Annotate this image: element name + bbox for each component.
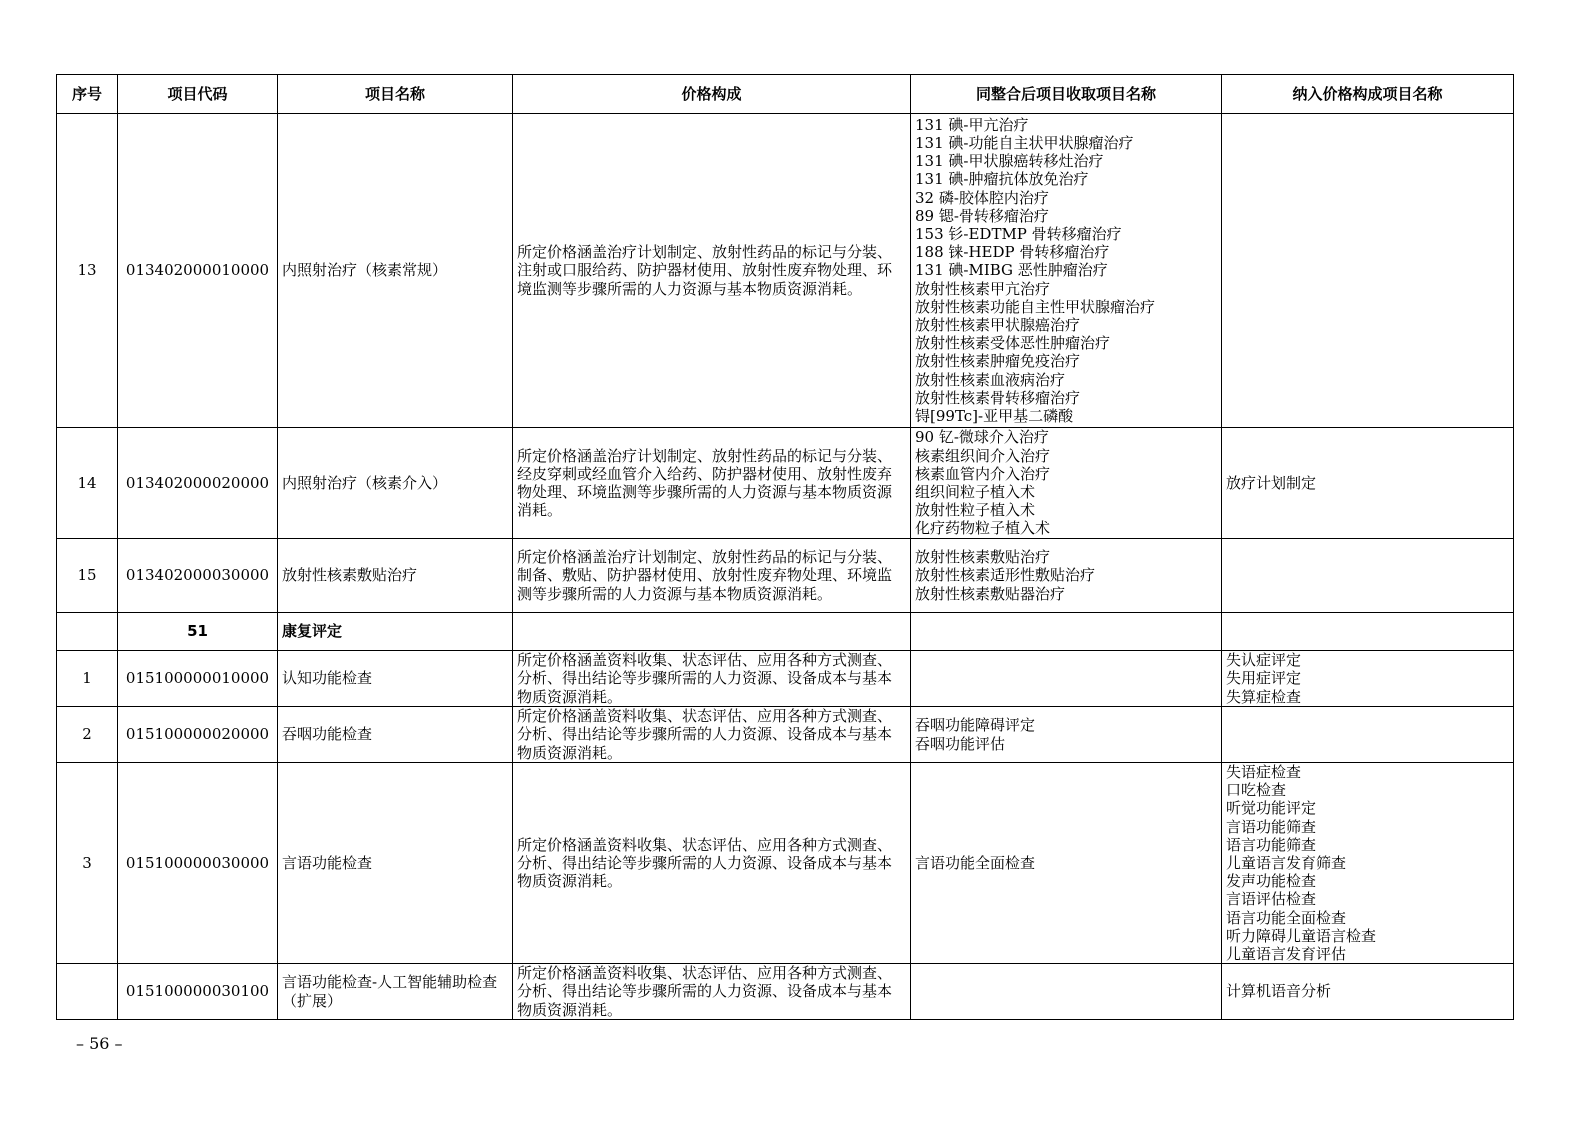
- list-item: 放射性核素肿瘤免疫治疗: [915, 352, 1081, 371]
- cell-name-text: 内照射治疗（核素常规）: [282, 261, 448, 280]
- cell-seq: [57, 964, 118, 1020]
- list-item: 吞咽功能障碍评定: [915, 716, 1036, 735]
- cell-seq: [57, 707, 118, 763]
- list-item: 言语评估检查: [1226, 890, 1317, 909]
- cell-code-text: 013402000030000: [125, 566, 270, 585]
- cell-code-text: 015100000020000: [125, 725, 270, 744]
- list-item: 言语功能全面检查: [915, 854, 1036, 873]
- cell-code: [118, 964, 278, 1020]
- cell-price-text: 所定价格涵盖治疗计划制定、放射性药品的标记与分装、制备、敷贴、防护器材使用、放射性废弃物处理、环境监测等步骤所需的人力资源与基本物质资源消耗。: [517, 548, 893, 603]
- cell-price-text: 所定价格涵盖资料收集、状态评估、应用各种方式测查、分析、得出结论等步骤所需的人力资源、设备成本与基本物质资源消耗。: [517, 835, 893, 891]
- cell-code-text: 013402000020000: [125, 473, 270, 492]
- cell-price: [513, 114, 911, 428]
- cell-price-text: 所定价格涵盖治疗计划制定、放射性药品的标记与分装、注射或口服给药、防护器材使用、放射性废弃物处理、环境监测等步骤所需的人力资源与基本物质资源消耗。: [517, 243, 893, 298]
- list-item: 放射性粒子植入术: [915, 501, 1036, 520]
- list-item: 核素组织间介入治疗: [915, 446, 1051, 465]
- cell-price: [513, 428, 911, 539]
- header-price: 价格构成: [513, 75, 911, 114]
- list-item: 儿童语言发育评估: [1226, 945, 1347, 964]
- header-code: 项目代码: [118, 75, 278, 114]
- cell-merged: [911, 613, 1222, 651]
- cell-included: [1222, 613, 1514, 651]
- cell-code-text: 013402000010000: [125, 261, 270, 280]
- cell-code-text: 015100000010000: [125, 669, 270, 688]
- list-item: 放射性核素敷贴器治疗: [915, 584, 1066, 603]
- cell-included: [1222, 964, 1514, 1020]
- cell-included: [1222, 763, 1514, 964]
- header-merged: 同整合后项目收取项目名称: [911, 75, 1222, 114]
- list-item: 放射性核素甲状腺癌治疗: [915, 316, 1081, 334]
- list-item: 听觉功能评定: [1226, 799, 1317, 818]
- cell-merged: [911, 964, 1222, 1020]
- list-item: 131 碘-肿瘤抗体放免治疗: [915, 170, 1089, 189]
- cell-included: [1222, 707, 1514, 763]
- table-row: [57, 763, 1514, 964]
- table-header-row: [57, 75, 1514, 114]
- cell-name: [278, 651, 513, 707]
- table-row: [57, 707, 1514, 763]
- list-item: 口吃检查: [1226, 781, 1287, 800]
- list-item: 语言功能全面检查: [1226, 908, 1347, 927]
- cell-name: [278, 613, 513, 651]
- list-item: 听力障碍儿童语言检查: [1226, 926, 1377, 945]
- cell-price: [513, 763, 911, 964]
- list-item: 锝[99Tc]-亚甲基二磷酸: [915, 407, 1074, 426]
- cell-name: [278, 539, 513, 613]
- list-item: 放射性核素敷贴治疗: [915, 548, 1051, 567]
- cell-code: [118, 114, 278, 428]
- list-item: 化疗药物粒子植入术: [915, 519, 1051, 538]
- cell-name-text: 吞咽功能检查: [282, 725, 373, 744]
- cell-name: [278, 428, 513, 539]
- cell-price: [513, 707, 911, 763]
- pricing-table: [56, 74, 1514, 1020]
- cell-merged: [911, 114, 1222, 428]
- table-row: [57, 428, 1514, 539]
- list-item: 放射性核素骨转移瘤治疗: [915, 388, 1081, 407]
- cell-price-text: 所定价格涵盖资料收集、状态评估、应用各种方式测查、分析、得出结论等步骤所需的人力资源、设备成本与基本物质资源消耗。: [517, 707, 893, 762]
- cell-seq: [57, 651, 118, 707]
- cell-price-text: 所定价格涵盖治疗计划制定、放射性药品的标记与分装、经皮穿刺或经血管介入给药、防护器材使用、放射性废弃物处理、环境监测等步骤所需的人力资源与基本物质资源消耗。: [517, 446, 893, 520]
- table-row: [57, 964, 1514, 1020]
- cell-included: [1222, 651, 1514, 707]
- cell-code-text: 015100000030000: [125, 854, 270, 873]
- cell-seq-text: 14: [77, 473, 97, 492]
- cell-included: [1222, 428, 1514, 539]
- table-row: [57, 651, 1514, 707]
- list-item: 儿童语言发育筛查: [1226, 854, 1347, 873]
- list-item: 90 钇-微球介入治疗: [915, 428, 1049, 447]
- cell-code: [118, 651, 278, 707]
- cell-code: [118, 707, 278, 763]
- list-item: 89 锶-骨转移瘤治疗: [915, 206, 1049, 225]
- cell-name: [278, 114, 513, 428]
- list-item: 失用症评定: [1226, 669, 1302, 688]
- cell-code: [118, 763, 278, 964]
- cell-name-text: 康复评定: [282, 622, 343, 641]
- list-item: 131 碘-甲亢治疗: [915, 115, 1029, 134]
- cell-name-text: 言语功能检查: [282, 854, 373, 873]
- list-item: 发声功能检查: [1226, 872, 1317, 891]
- header-included: 纳入价格构成项目名称: [1222, 75, 1514, 114]
- list-item: 188 铼-HEDP 骨转移瘤治疗: [915, 243, 1110, 262]
- cell-price: [513, 539, 911, 613]
- cell-included: [1222, 539, 1514, 613]
- list-item: 放射性核素适形性敷贴治疗: [915, 566, 1096, 585]
- header-name: 项目名称: [278, 75, 513, 114]
- cell-seq: [57, 428, 118, 539]
- cell-merged: [911, 763, 1222, 964]
- cell-seq-text: 3: [82, 854, 92, 873]
- list-item: 语言功能筛查: [1226, 835, 1317, 854]
- cell-seq: [57, 613, 118, 651]
- cell-code: [118, 613, 278, 651]
- list-item: 131 碘-功能自主状甲状腺瘤治疗: [915, 133, 1134, 152]
- cell-price: [513, 613, 911, 651]
- cell-included: [1222, 114, 1514, 428]
- cell-seq-text: 15: [77, 566, 97, 585]
- list-item: 计算机语音分析: [1226, 982, 1332, 1001]
- list-item: 核素血管内介入治疗: [915, 464, 1051, 483]
- list-item: 放疗计划制定: [1226, 473, 1317, 492]
- page-number: – 56 –: [76, 1034, 123, 1053]
- list-item: 放射性核素受体恶性肿瘤治疗: [915, 334, 1111, 353]
- cell-code: [118, 539, 278, 613]
- list-item: 放射性核素甲亢治疗: [915, 279, 1051, 298]
- cell-price: [513, 651, 911, 707]
- cell-merged: [911, 651, 1222, 707]
- cell-code-text: 51: [187, 622, 208, 641]
- list-item: 153 钐-EDTMP 骨转移瘤治疗: [915, 224, 1122, 243]
- list-item: 放射性核素血液病治疗: [915, 370, 1066, 389]
- cell-merged: [911, 707, 1222, 763]
- cell-name: [278, 964, 513, 1020]
- cell-price-text: 所定价格涵盖资料收集、状态评估、应用各种方式测查、分析、得出结论等步骤所需的人力资源、设备成本与基本物质资源消耗。: [517, 651, 893, 706]
- cell-seq-text: 2: [82, 725, 92, 744]
- cell-seq: [57, 114, 118, 428]
- list-item: 失算症检查: [1226, 687, 1302, 706]
- cell-price-text: 所定价格涵盖资料收集、状态评估、应用各种方式测查、分析、得出结论等步骤所需的人力资源、设备成本与基本物质资源消耗。: [517, 964, 893, 1019]
- cell-seq-text: 1: [82, 669, 92, 688]
- table-body: [57, 114, 1514, 1020]
- list-item: 组织间粒子植入术: [915, 483, 1036, 501]
- list-item: 失认症评定: [1226, 651, 1302, 670]
- list-item: 失语症检查: [1226, 763, 1302, 781]
- list-item: 131 碘-甲状腺癌转移灶治疗: [915, 152, 1104, 171]
- cell-name: [278, 763, 513, 964]
- table-row: [57, 539, 1514, 613]
- list-item: 吞咽功能评估: [915, 734, 1006, 753]
- header-seq: 序号: [57, 75, 118, 114]
- list-item: 放射性核素功能自主性甲状腺瘤治疗: [915, 297, 1156, 316]
- table-row: [57, 114, 1514, 428]
- section-row: [57, 613, 1514, 651]
- cell-seq: [57, 763, 118, 964]
- cell-name-text: 言语功能检查-人工智能辅助检查（扩展）: [282, 973, 498, 1010]
- cell-price: [513, 964, 911, 1020]
- cell-code-text: 015100000030100: [125, 982, 270, 1001]
- cell-code: [118, 428, 278, 539]
- list-item: 32 磷-胶体腔内治疗: [915, 188, 1049, 207]
- cell-seq-text: 13: [77, 261, 97, 280]
- list-item: 131 碘-MIBG 恶性肿瘤治疗: [915, 261, 1108, 280]
- cell-name: [278, 707, 513, 763]
- cell-seq: [57, 539, 118, 613]
- cell-name-text: 放射性核素敷贴治疗: [282, 566, 418, 585]
- cell-merged: [911, 428, 1222, 539]
- list-item: 言语功能筛查: [1226, 817, 1317, 836]
- cell-name-text: 内照射治疗（核素介入）: [282, 473, 448, 492]
- cell-name-text: 认知功能检查: [282, 669, 373, 688]
- cell-merged: [911, 539, 1222, 613]
